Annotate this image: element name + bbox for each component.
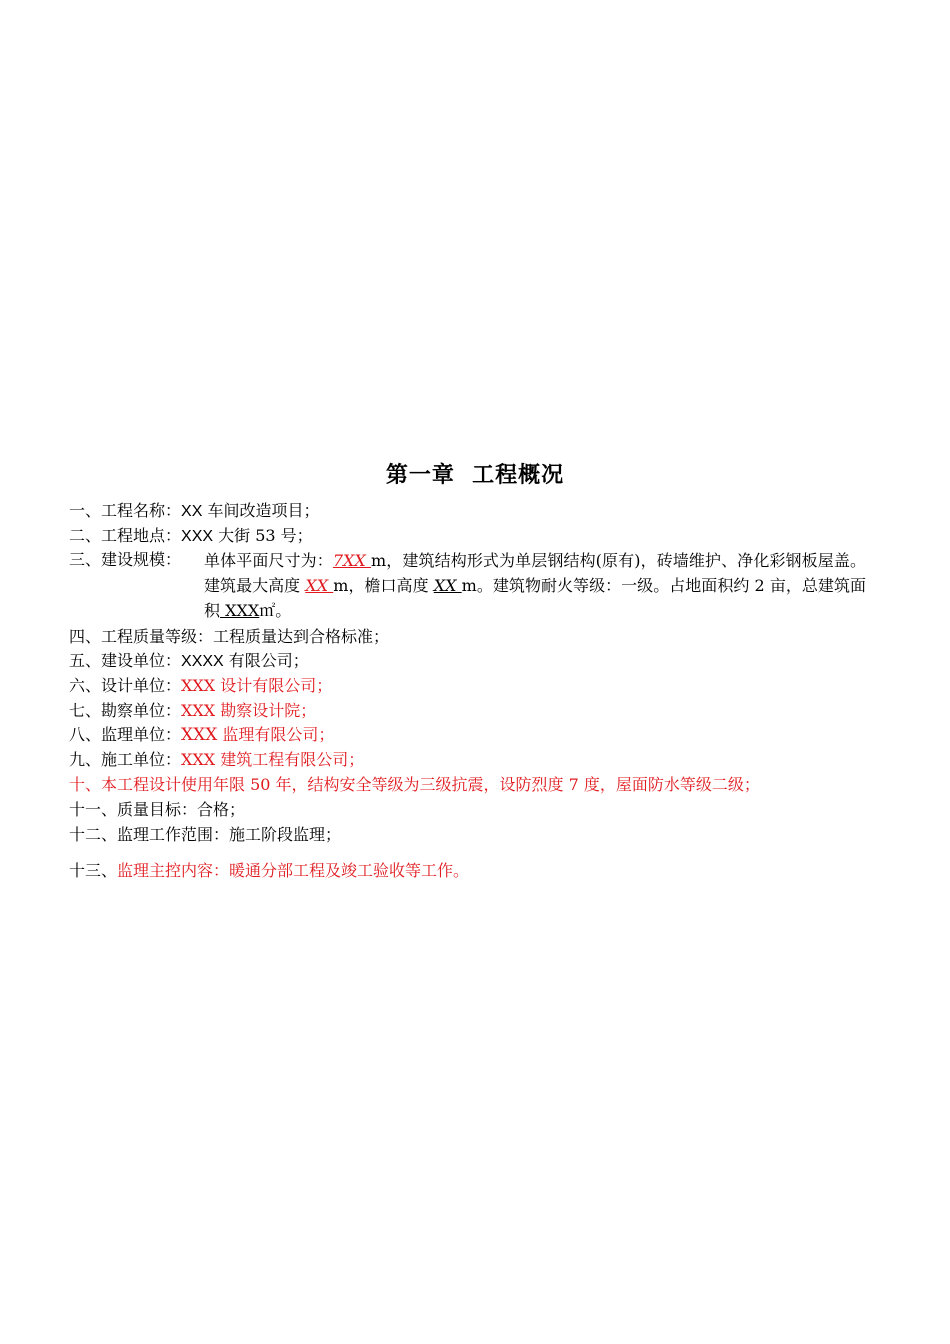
item-value: XXX 建筑工程有限公司； — [181, 750, 365, 769]
item-project-location — [69, 524, 313, 549]
item-main-content — [69, 859, 469, 883]
item-label: 一、工程名称： — [69, 501, 182, 520]
item-label: 九、施工单位： — [69, 750, 182, 769]
chapter-title-text: 第一章 工程概况 — [385, 462, 565, 488]
scale-text: m，檐口高度 — [333, 576, 434, 595]
item-prefix: XXXX — [181, 653, 224, 670]
item-value: 合格； — [197, 800, 246, 819]
scale-text: m。建筑物耐火等级：一级。占地面积约 2 亩，总建筑面积 — [204, 576, 866, 620]
item-value: 大街 53 号； — [218, 526, 313, 545]
item-survey — [69, 699, 316, 723]
plan-dimension: 7XX — [332, 551, 372, 570]
item-label: 二、工程地点： — [69, 526, 182, 545]
item-prefix: XXX — [181, 528, 214, 545]
item-value: 施工阶段监理； — [229, 825, 342, 844]
chapter-title — [0, 458, 950, 489]
max-height: XX — [305, 576, 334, 595]
item-value: 监理主控内容：暖通分部工程及竣工验收等工作。 — [117, 861, 470, 880]
item-value: XXX 勘察设计院； — [181, 701, 317, 720]
item-value: XXX 设计有限公司； — [181, 676, 333, 695]
item-label: 十二、监理工作范围： — [69, 825, 230, 844]
total-area: XXX — [220, 601, 260, 620]
item-value: 工程质量达到合格标准； — [213, 627, 390, 646]
item-project-name — [69, 499, 319, 524]
item-value: 本工程设计使用年限 50 年，结构安全等级为三级抗震，设防烈度 7 度，屋面防水等级二级； — [101, 775, 760, 794]
item-contractor — [69, 748, 364, 772]
item-value: 监理有限公司； — [222, 725, 335, 744]
item-label: 七、勘察单位： — [69, 701, 182, 720]
item-prefix: XXX — [181, 725, 218, 745]
item-value: 车间改造项目； — [207, 501, 320, 520]
item-label: 六、设计单位： — [69, 676, 182, 695]
item-prefix: XX — [181, 503, 203, 520]
item-value: 有限公司； — [228, 651, 309, 670]
item-label: 三、建设规模： — [69, 550, 182, 569]
scale-text: ㎡。 — [259, 601, 292, 620]
item-label: 十、 — [69, 775, 102, 794]
item-quality-level — [69, 625, 389, 649]
item-label: 十三、 — [69, 861, 118, 880]
item-quality-goal — [69, 798, 245, 822]
item-label: 八、监理单位： — [69, 725, 182, 744]
item-designer — [69, 674, 332, 698]
scale-text: 单体平面尺寸为： — [204, 551, 333, 570]
scale-text: m，建筑结构形式为单层钢结构(原有)，砖墙维护、净化彩钢板屋盖。建筑最大高度 — [204, 551, 866, 595]
item-design-life — [69, 773, 760, 797]
item-supervisor — [69, 723, 334, 747]
item-construction-scale — [204, 548, 866, 623]
item-label: 十一、质量目标： — [69, 800, 198, 819]
eave-height: XX — [433, 576, 462, 595]
item-label: 五、建设单位： — [69, 651, 182, 670]
item-construction-scale-label — [69, 548, 181, 572]
item-label: 四、工程质量等级： — [69, 627, 214, 646]
item-scope — [69, 823, 341, 847]
item-builder — [69, 649, 309, 674]
